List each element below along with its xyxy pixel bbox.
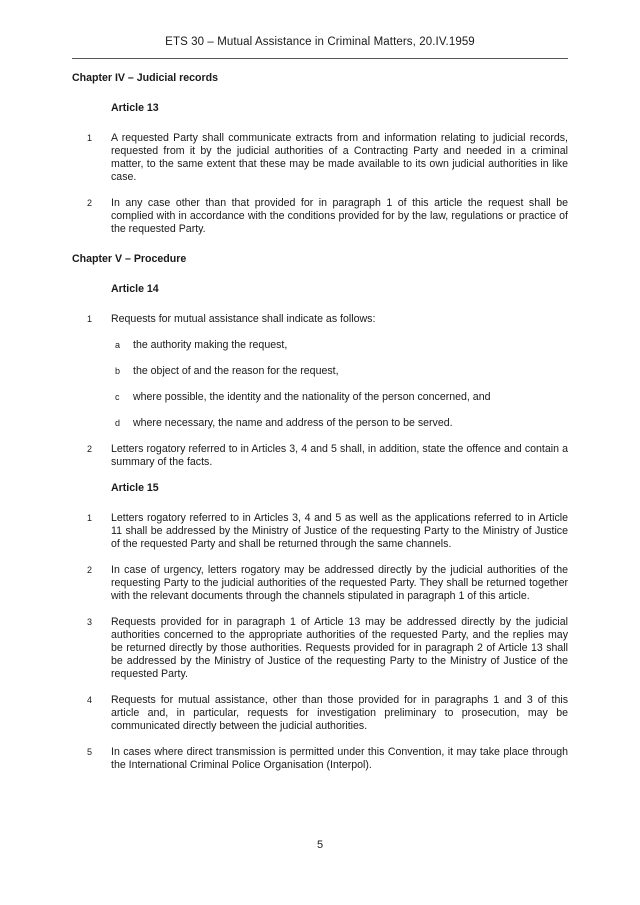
paragraph-text: Requests for mutual assistance shall indicate as follows:: [111, 313, 376, 325]
header-rule: [72, 58, 568, 59]
paragraph-number: 1: [87, 314, 93, 324]
article-13-heading: Article 13: [111, 102, 159, 114]
paragraph-text: Letters rogatory referred to in Articles 3, 4 and 5 shall, in addition, state the offence and contain a summary of the facts.: [111, 443, 568, 468]
paragraph-text: A requested Party shall communicate extracts from and information relating to judicial records, requested from it by the judicial authorities of a Contracting Party and needed in a criminal matter, to the same extent that these may be made available to its own judicial authorities in like case.: [111, 132, 568, 183]
article-13-paragraph-1: [72, 132, 568, 184]
article-14-heading: Article 14: [111, 283, 159, 295]
article-15-paragraph-3: [72, 616, 568, 681]
article-15-paragraph-2: [72, 564, 568, 603]
article-15-paragraph-4: [72, 694, 568, 733]
list-letter: b: [115, 366, 121, 376]
paragraph-number: 3: [87, 617, 93, 627]
list-text: the object of and the reason for the request,: [133, 365, 339, 377]
list-item-a: [111, 339, 568, 352]
paragraph-text: Letters rogatory referred to in Articles 3, 4 and 5 as well as the applications referred to in Article 11 shall be addressed by the Ministry of Justice of the requesting Party to the Ministry of Justice of the requested Party and shall be returned through the same channels.: [111, 512, 568, 550]
article-14-paragraph-1: [72, 313, 568, 326]
list-letter: a: [115, 340, 121, 350]
paragraph-text: In cases where direct transmission is permitted under this Convention, it may take place through the International Criminal Police Organisation (Interpol).: [111, 746, 568, 771]
chapter-4-heading: Chapter IV – Judicial records: [72, 72, 219, 84]
list-text: where necessary, the name and address of the person to be served.: [133, 417, 453, 429]
document-body: [72, 72, 568, 785]
paragraph-number: 1: [87, 133, 93, 143]
list-item-c: [111, 391, 568, 404]
paragraph-text: In case of urgency, letters rogatory may be addressed directly by the judicial authorities of the requesting Party to the judicial authorities of the requested Party. They shall be returned together with the relevant documents through the channels stipulated in paragraph 1 of this article.: [111, 564, 568, 602]
article-13-paragraph-2: [72, 197, 568, 236]
article-15-paragraph-5: [72, 746, 568, 772]
paragraph-number: 4: [87, 695, 93, 705]
paragraph-text: In any case other than that provided for in paragraph 1 of this article the request shall be complied with in accordance with the conditions provided for by the law, regulations or practice of the requested Party.: [111, 197, 568, 235]
list-text: where possible, the identity and the nationality of the person concerned, and: [133, 391, 491, 403]
paragraph-number: 5: [87, 747, 93, 757]
list-letter: c: [115, 392, 120, 402]
list-item-d: [111, 417, 568, 430]
article-14-paragraph-2: [72, 443, 568, 469]
paragraph-number: 2: [87, 198, 93, 208]
chapter-5-heading: Chapter V – Procedure: [72, 253, 187, 265]
article-15-heading: Article 15: [111, 482, 159, 494]
list-letter: d: [115, 418, 121, 428]
paragraph-number: 1: [87, 513, 93, 523]
paragraph-text: Requests provided for in paragraph 1 of Article 13 may be addressed directly by the judicial authorities concerned to the appropriate authorities of the requested Party, and the replies may be returned directly by those authorities. Requests provided for in paragraph 2 of Article 13 shall be addressed by the Ministry of Justice of the requesting Party to the Ministry of Justice of the requested Party.: [111, 616, 568, 680]
paragraph-number: 2: [87, 444, 93, 454]
paragraph-number: 2: [87, 565, 93, 575]
list-item-b: [111, 365, 568, 378]
article-15-paragraph-1: [72, 512, 568, 551]
list-text: the authority making the request,: [133, 339, 288, 351]
running-header: ETS 30 – Mutual Assistance in Criminal Matters, 20.IV.1959: [165, 36, 475, 48]
paragraph-text: Requests for mutual assistance, other than those provided for in paragraphs 1 and 3 of this article and, in particular, requests for investigation preliminary to prosecution, may be communicated directly between the judicial authorities.: [111, 694, 568, 732]
page-number: 5: [316, 839, 324, 851]
